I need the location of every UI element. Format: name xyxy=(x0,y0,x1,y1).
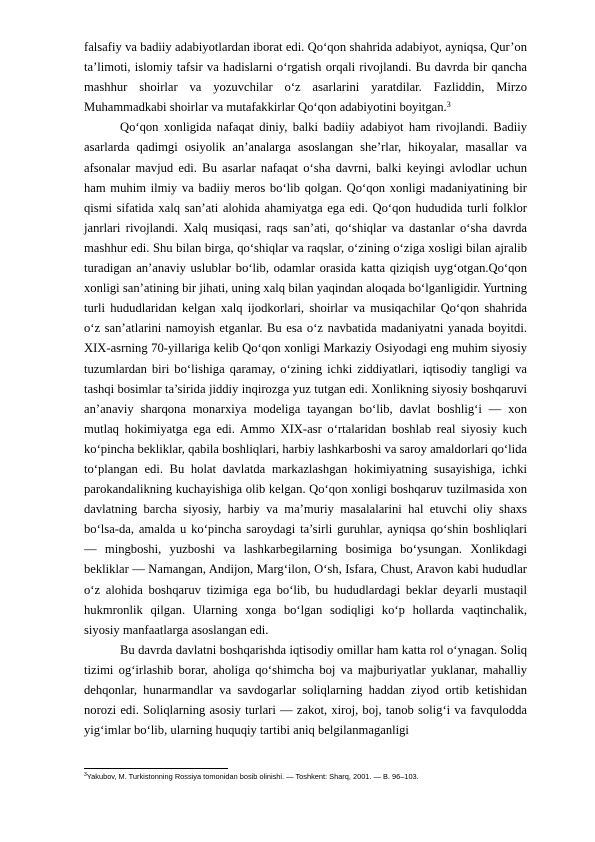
footnote-text: Yakubov, M. Turkistonning Rossiya tomonidan bosib olinishi. — Toshkent: Sharq, 2001. — B. 96–103. xyxy=(86,772,419,781)
paragraph: Bu davrda davlatni boshqarishda iqtisodiy omillar ham katta rol o‘ynagan. Soliq tizimi og‘irlashib borar, aholiga qo‘shimcha boj va majburiyatlar yuklanar, mahalliy dehqonlar, hunarmandlar va savdogarlar soliqlarning haddan ziyod ortib ketishidan norozi edi. Soliqlarning asosiy turlari — zakot, xiroj, boj, tanob solig‘i va favqulodda yig‘imlar bo‘lib, ularning huquqiy tartibi aniq belgilanmaganligi xyxy=(84,642,527,738)
body-text xyxy=(84,37,527,740)
paragraph-text: falsafiy va badiiy adabiyotlardan iborat edi. Qo‘qon shahrida adabiyot, ayniqsa, Qur’on ta’limoti, islomiy tafsir va hadislarni o‘rgatish orqali rivojlandi. Bu davrda bir qancha mashhur shoirlar va yozuvchilar o‘z asarlarini yaratdilar. Fazliddin, Mirzo Muhammadkabi shoirlar va mutafakkirlar Qo‘qon adabiyotini boyitgan. xyxy=(84,40,527,115)
paragraph xyxy=(84,37,527,117)
footnote-reference[interactable]: 3 xyxy=(446,100,451,110)
paragraph: Qo‘qon xonligida nafaqat diniy, balki badiiy adabiyot ham rivojlandi. Badiiy asarlarda qadimgi osiyolik an’analarga asoslangan she’rlar, hikoyalar, masallar va afsonalar mavjud edi. Bu asarlar nafaqat o‘sha davrni, balki keyingi avlodlar uchun ham muhim ilmiy va badiiy meros bo‘lib qolgan. Qo‘qon xonligi madaniyatining bir qismi sifatida xalq san’ati alohida ahamiyatga ega edi. Qo‘qon hududida turli folklor janrlari rivojlandi. Xalq musiqasi, raqs san’ati, qo‘shiqlar va dastanlar o‘sha davrda mashhur edi. Shu bilan birga, qo‘shiqlar va raqslar, o‘zining o‘ziga xosligi bilan ajralib turadigan an’anaviy uslublar bo‘lib, odamlar orasida katta qiziqish uyg‘otgan.Qo‘qon xonligi san’atining bir jihati, uning xalq bilan yaqindan aloqada bo‘lganligidir. Yurtning turli hududlaridan kelgan xalq ijodkorlari, shoirlar va musiqachilar Qo‘qon shahrida o‘z san’atlarini namoyish etganlar. Bu esa o‘z navbatida madaniyatni yanada boyitdi. XIX-asrning 70-yillariga kelib Qo‘qon xonligi Markaziy Osiyodagi eng muhim siyosiy tuzumlardan biri bo‘lishiga qaramay, o‘zining ichki ziddiyatlari, iqtisodiy tangligi va tashqi bosimlar ta’sirida jiddiy inqirozga yuz tutgan edi. Xonlikning siyosiy boshqaruvi an’anaviy sharqona monarxiya modeliga tayangan bo‘lib, davlat boshlig‘i — xon mutlaq hokimiyatga ega edi. Ammo XIX-asr o‘rtalaridan boshlab real siyosiy kuch ko‘pincha bekliklar, qabila boshliqlari, harbiy lashkarboshi va saroy amaldorlari qo‘lida to‘plangan edi. Bu holat davlatda markazlashgan hokimiyatning susayishiga, ichki parokandalikning kuchayishiga olib kelgan. Qo‘qon xonligi boshqaruv tuzilmasida xon davlatning barcha siyosiy, harbiy va ma’muriy masalalarini hal etuvchi oliy shaxs bo‘lsa-da, amalda u ko‘pincha saroydagi ta’sirli guruhlar, ayniqsa qo‘shin boshliqlari — mingboshi, yuzboshi va lashkarbegilarning bosimiga bo‘ysungan. Xonlikdagi bekliklar — Namangan, Andijon, Marg‘ilon, O‘sh, Isfara, Chust, Aravon kabi hududlar o‘z alohida boshqaruv tizimiga ega bo‘lib, bu hududlardagi beklar deyarli mustaqil hukmronlik qilgan. Ularning xonga bo‘lgan sodiqligi ko‘p hollarda vaqtinchalik, siyosiy manfaatlarga asoslangan edi. xyxy=(84,120,527,637)
footnote xyxy=(84,772,527,782)
footnote-separator xyxy=(84,768,228,769)
footnote-number: 3 xyxy=(84,772,87,778)
